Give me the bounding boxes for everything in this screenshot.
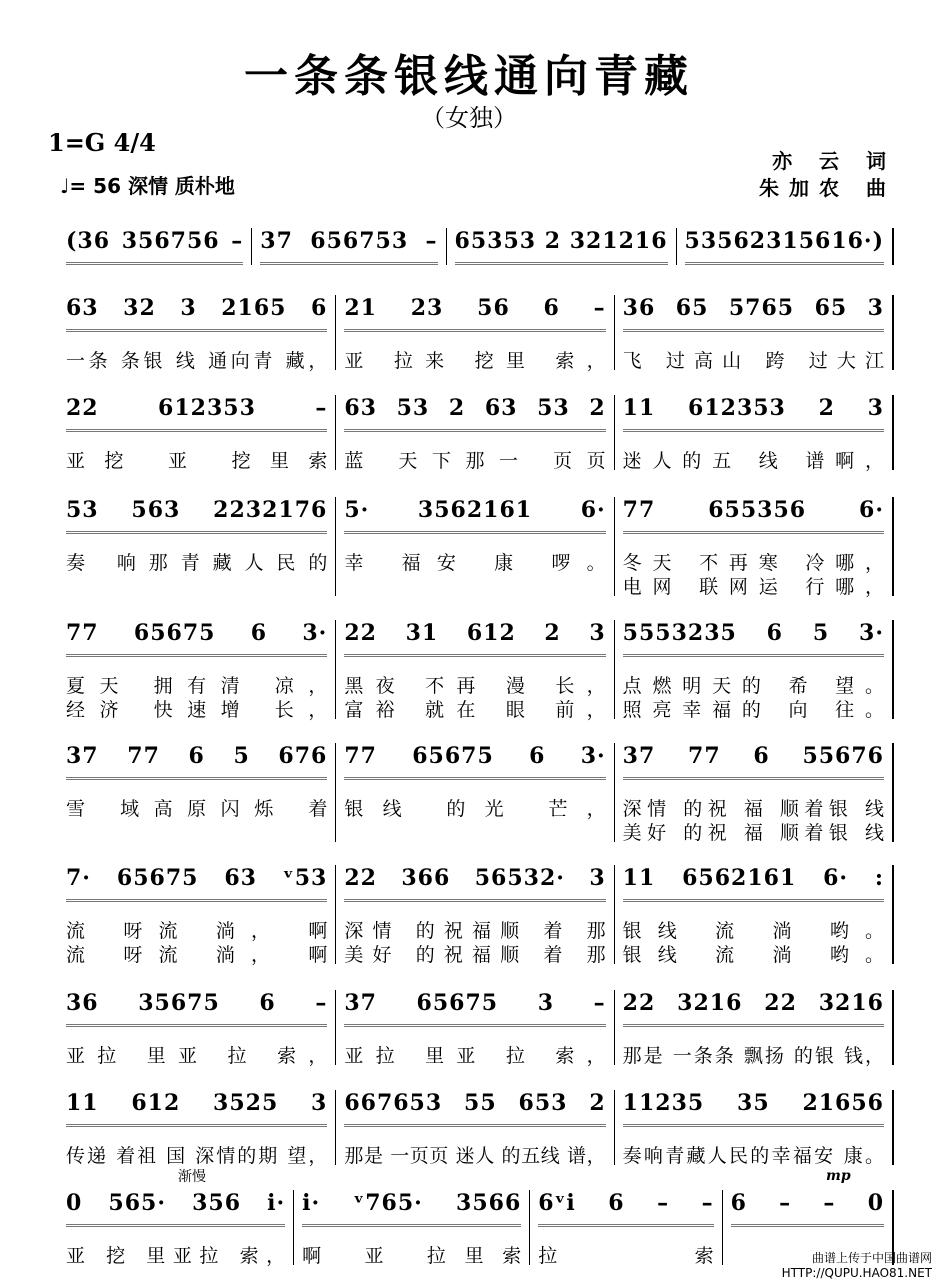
song-title: 一条条银线通向青藏 [244, 51, 694, 102]
measure [336, 743, 614, 842]
key-signature: 1=G 4/4 [48, 128, 156, 157]
measure [615, 620, 894, 719]
measure-notes: 22 3216 22 3216 [623, 990, 884, 1027]
measure-notes: 11 6562161 6· : [623, 865, 884, 902]
measure-notes: 63 53 2 63 53 2 [344, 395, 605, 432]
watermark-line2: HTTP://QUPU.HAO81.NET [781, 1266, 932, 1280]
lyric-line: 亚 挖 里亚拉 索， [66, 1245, 286, 1267]
dynamic-mark: mp [826, 1168, 851, 1184]
measure-notes: 22 366 56532· 3 [344, 865, 605, 902]
measure [294, 1190, 530, 1265]
measure-notes: 77 65675 6 3· [66, 620, 327, 657]
measure-notes: 53 563 2232176 [66, 497, 327, 534]
score-system [58, 743, 894, 842]
score-system [58, 295, 894, 370]
ritardando-mark: 渐慢 [178, 1169, 206, 1185]
measure [615, 743, 894, 842]
lyric-line: 亚拉 里亚 拉 索， [344, 1045, 606, 1067]
measure-notes: 37 656753 – [260, 228, 437, 265]
lyric-line: 银线 流 淌 哟。 [622, 920, 884, 942]
measure [58, 295, 336, 370]
measure-notes: 21 23 56 6 – [344, 295, 605, 332]
measure-notes: 53562315616·) [685, 228, 884, 265]
measure-notes: 77 65675 6 3· [344, 743, 605, 780]
tempo-marking: ♩= 56 深情 质朴地 [60, 174, 235, 198]
measure [447, 228, 677, 265]
measure-notes: 65353 2 321216 [455, 228, 668, 265]
measure-notes: 11 612353 2 3 [623, 395, 884, 432]
watermark-line1: 曲谱上传于中国曲谱网 [811, 1251, 932, 1265]
lyric-line: 奏 响那青藏人民的 [66, 552, 328, 574]
measure-notes: i· ᵛ765· 3566 [302, 1190, 521, 1227]
measure-notes: 37 65675 3 – [344, 990, 605, 1027]
measure [58, 1090, 336, 1165]
measure [615, 1090, 894, 1165]
measure [615, 395, 894, 470]
lyric-line: 美好 的祝 福 顺着银 线 [622, 822, 884, 844]
measure-notes: 22 612353 – [66, 395, 327, 432]
measure [58, 228, 252, 265]
measure [530, 1190, 722, 1265]
lyric-line: 迷人的五 线 谱啊， [622, 450, 884, 472]
measure-notes: 36 65 5765 65 3 [623, 295, 884, 332]
lyric-line: 那是 一条条 飘扬 的银 钱， [622, 1045, 884, 1067]
measure-notes: 11 612 3525 3 [66, 1090, 327, 1127]
measure-notes: 36 35675 6 – [66, 990, 327, 1027]
lyric-line: 经济 快速增 长， [66, 699, 328, 721]
measure [336, 497, 614, 596]
lyric-line: 流 呀流 淌， 啊 [66, 944, 328, 966]
lyric-line: 冬天 不再寒 冷哪， [622, 552, 884, 574]
measure [615, 990, 894, 1065]
measure [615, 865, 894, 964]
score-system [58, 1090, 894, 1165]
lyric-line: 照亮幸福的 向 往。 [622, 699, 884, 721]
score-system [58, 228, 894, 265]
measure [58, 620, 336, 719]
lyric-line: 银线 的光 芒， [344, 798, 606, 820]
measure [58, 497, 336, 596]
lyric-line: 传递 着祖 国 深情的期 望， [66, 1145, 328, 1167]
measure [615, 295, 894, 370]
measure [58, 743, 336, 842]
measure [336, 295, 614, 370]
lyric-line: 流 呀流 淌， 啊 [66, 920, 328, 942]
measure-notes: 6ᵛi 6 – – [538, 1190, 713, 1227]
watermark [782, 1249, 932, 1280]
lyric-line: 电网 联网运 行哪， [622, 576, 884, 598]
measure [336, 620, 614, 719]
lyric-line: 奏响青藏人民的幸福安 康。 [622, 1145, 884, 1167]
measure-notes: 5· 3562161 6· [344, 497, 605, 534]
lyric-line: 亚挖 亚 挖里索 [66, 450, 328, 472]
measure-notes: 11235 35 21656 [623, 1090, 884, 1127]
score-system [58, 1190, 894, 1265]
measure-notes: 5553235 6 5 3· [623, 620, 884, 657]
lyric-line: 拉 索 [538, 1245, 714, 1267]
lyricist-credit: 亦 云 词 [772, 149, 896, 173]
measure [677, 228, 894, 265]
lyric-line: 富裕 就在 眼 前， [344, 699, 606, 721]
measure [336, 1090, 614, 1165]
measure-notes: 37 77 6 5 676 [66, 743, 327, 780]
measure [615, 497, 894, 596]
lyric-line: 美好 的祝福顺 着 那 [344, 944, 606, 966]
measure-notes: 667653 55 653 2 [344, 1090, 605, 1127]
measure-notes: 63 32 3 2165 6 [66, 295, 327, 332]
measure [58, 865, 336, 964]
composer-credit: 朱加农 曲 [759, 176, 896, 200]
lyric-line: 深情 的祝福顺 着 那 [344, 920, 606, 942]
measure [58, 990, 336, 1065]
lyric-line: 点燃明天的 希 望。 [622, 675, 884, 697]
score-system [58, 865, 894, 964]
measure [336, 990, 614, 1065]
lyric-line: 蓝 天下那一 页页 [344, 450, 606, 472]
lyric-line: 飞 过高山 跨 过大江 [622, 350, 884, 372]
score-system [58, 497, 894, 596]
measure-notes: 7· 65675 63 ᵛ53 [66, 865, 327, 902]
lyric-line: 深情 的祝 福 顺着银 线 [622, 798, 884, 820]
measure [336, 865, 614, 964]
measure-notes: 77 655356 6· [623, 497, 884, 534]
measure-notes: 0 565· 356 i· [66, 1190, 285, 1227]
lyric-line: 黑夜 不再 漫 长， [344, 675, 606, 697]
measure-notes: 6 – – 0 [731, 1190, 884, 1227]
song-subtitle: （女独） [421, 104, 517, 132]
lyric-line: 幸 福安 康 啰。 [344, 552, 606, 574]
lyric-line: 银线 流 淌 哟。 [622, 944, 884, 966]
lyric-line: 亚 拉来 挖里 索， [344, 350, 606, 372]
score-system [58, 395, 894, 470]
measure-notes: (36 356756 – [66, 228, 243, 265]
lyric-line: 夏天 拥有清 凉， [66, 675, 328, 697]
measure [336, 395, 614, 470]
measure-notes: 22 31 612 2 3 [344, 620, 605, 657]
score-system [58, 990, 894, 1065]
lyric-line: 雪 域高原闪烁 着 [66, 798, 328, 820]
measure [252, 228, 446, 265]
score-system [58, 620, 894, 719]
lyric-line: 亚拉 里亚 拉 索， [66, 1045, 328, 1067]
measure [58, 395, 336, 470]
measure [58, 1190, 294, 1265]
lyric-line: 那是 一页页 迷人 的五线 谱， [344, 1145, 606, 1167]
lyric-line: 一条 条银 线 通向青 藏， [66, 350, 328, 372]
measure-notes: 37 77 6 55676 [623, 743, 884, 780]
lyric-line: 啊 亚 拉里索 [302, 1245, 522, 1267]
